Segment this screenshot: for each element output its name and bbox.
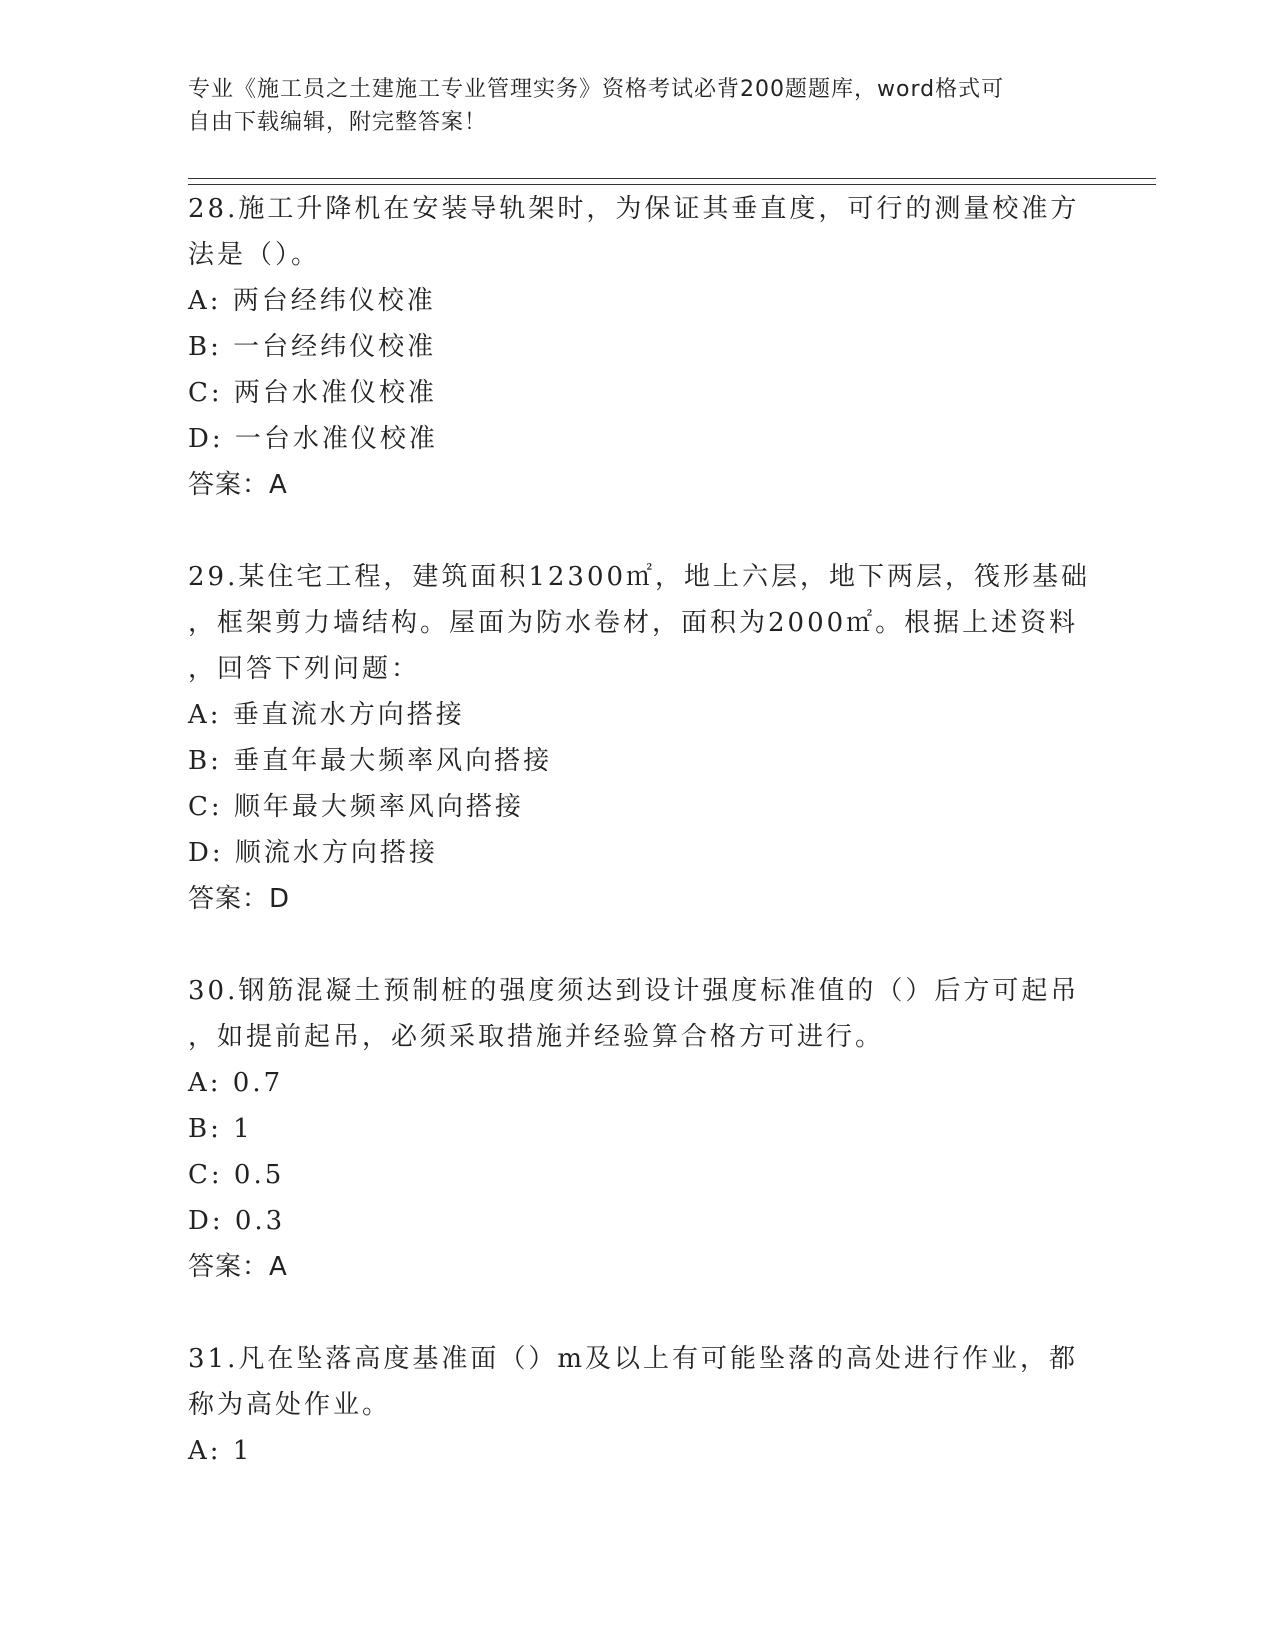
- document-header: [188, 73, 1068, 139]
- question-text: ，如提前起吊，必须采取措施并经验算合格方可进行。: [188, 1022, 885, 1052]
- option-b: B: 垂直年最大频率风向搭接: [188, 746, 553, 776]
- question-text: 称为高处作业。: [188, 1390, 392, 1420]
- question-text: ，框架剪力墙结构。屋面为防水卷材，面积为2000㎡。根据上述资料: [188, 608, 1079, 638]
- option-a: A: 垂直流水方向搭接: [188, 700, 465, 730]
- option-a: A: 两台经纬仪校准: [188, 286, 436, 316]
- header-line-2: 自由下载编辑，附完整答案！: [188, 110, 488, 135]
- question-29: [188, 554, 1091, 922]
- option-c: C: 顺年最大频率风向搭接: [188, 792, 524, 822]
- answer: 答案：D: [188, 884, 291, 914]
- option-d: D: 0.3: [188, 1206, 286, 1236]
- question-text: 30.钢筋混凝土预制桩的强度须达到设计强度标准值的（）后方可起吊: [188, 976, 1080, 1006]
- option-c: C: 0.5: [188, 1160, 285, 1190]
- question-text: ，回答下列问题：: [188, 654, 421, 684]
- question-list: [188, 186, 1091, 1520]
- question-text: 法是（）。: [188, 240, 321, 270]
- option-a: A: 1: [188, 1436, 253, 1466]
- option-b: B: 一台经纬仪校准: [188, 332, 437, 362]
- header-line-1: 专业《施工员之土建施工专业管理实务》资格考试必背200题题库，word格式可: [188, 77, 1005, 102]
- question-text: 28.施工升降机在安装导轨架时，为保证其垂直度，可行的测量校准方: [188, 194, 1080, 224]
- question-text: 31.凡在坠落高度基准面（）m及以上有可能坠落的高处进行作业，都: [188, 1344, 1079, 1374]
- header-divider-bottom: [188, 184, 1156, 185]
- option-d: D: 一台水准仪校准: [188, 424, 438, 454]
- header-divider-top: [188, 178, 1156, 179]
- option-d: D: 顺流水方向搭接: [188, 838, 438, 868]
- option-c: C: 两台水准仪校准: [188, 378, 437, 408]
- answer: 答案：A: [188, 1252, 288, 1282]
- answer: 答案：A: [188, 470, 288, 500]
- option-b: B: 1: [188, 1114, 253, 1144]
- question-28: [188, 186, 1088, 508]
- question-31: [188, 1336, 1088, 1474]
- question-text: 29.某住宅工程，建筑面积12300㎡，地上六层，地下两层，筏形基础: [188, 562, 1091, 592]
- option-a: A: 0.7: [188, 1068, 284, 1098]
- question-30: [188, 968, 1088, 1290]
